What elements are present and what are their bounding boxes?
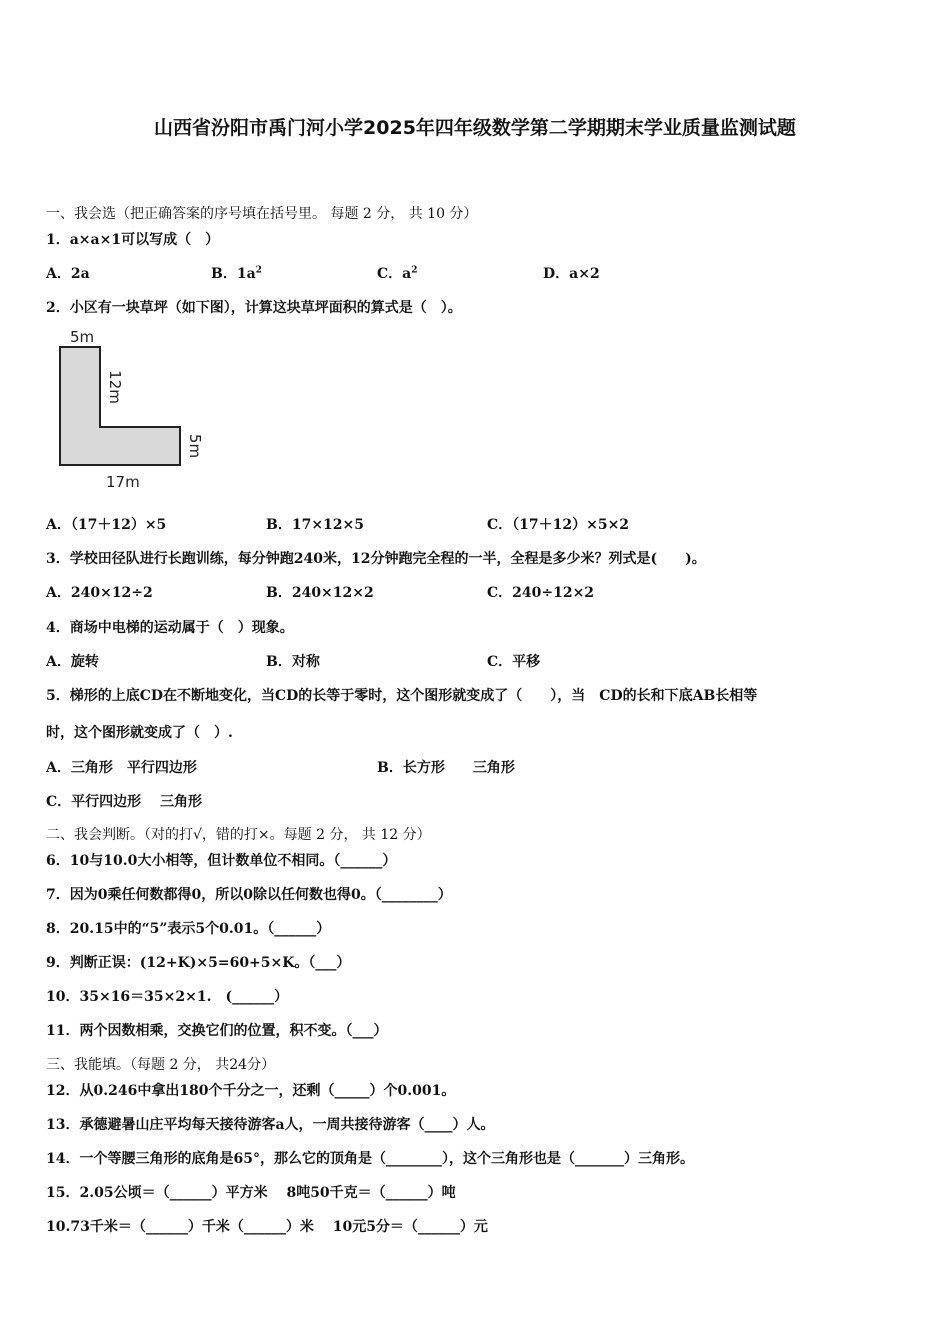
question-7: 7．因为0乘任何数都得0，所以0除以任何数也得0。（________） bbox=[46, 887, 452, 903]
question-10: 10．35×16＝35×2×1. (______） bbox=[46, 989, 289, 1005]
q5-option-c: C．平行四边形 三角形 bbox=[46, 794, 203, 810]
question-1: 1．a×a×1可以写成（ ） bbox=[46, 232, 220, 248]
question-3: 3．学校田径队进行长跑训练，每分钟跑240米，12分钟跑完全程的一半，全程是多少米？列式是( )。 bbox=[46, 551, 706, 567]
q3-option-b: B．240×12×2 bbox=[266, 585, 374, 601]
q1-option-d: D．a×2 bbox=[543, 266, 600, 282]
question-13: 13．承德避暑山庄平均每天接待游客a人，一周共接待游客（____）人。 bbox=[46, 1117, 495, 1133]
section-1-heading: 一、我会选（把正确答案的序号填在括号里。 每题 2 分， 共 10 分） bbox=[46, 206, 478, 222]
q4-option-a: A．旋转 bbox=[46, 654, 99, 670]
question-11: 11．两个因数相乘，交换它们的位置，积不变。（___） bbox=[46, 1023, 388, 1039]
q1-option-a: A．2a bbox=[46, 266, 90, 282]
label-top: 5m bbox=[70, 328, 95, 346]
q4-option-b: B．对称 bbox=[266, 654, 320, 670]
section-2-heading: 二、我会判断。（对的打√，错的打×。每题 2 分， 共 12 分） bbox=[46, 827, 431, 843]
q5-option-b: B．长方形 三角形 bbox=[377, 760, 515, 776]
section-3-heading: 三、我能填。（每题 2 分， 共24分） bbox=[46, 1057, 276, 1073]
label-right: 12m bbox=[106, 370, 124, 404]
q5-option-a: A．三角形 平行四边形 bbox=[46, 760, 197, 776]
question-2: 2．小区有一块草坪（如下图），计算这块草坪面积的算式是（ ）。 bbox=[46, 300, 462, 316]
l-shape-lawn bbox=[60, 347, 180, 465]
label-bottom: 17m bbox=[106, 473, 140, 491]
question-14: 14．一个等腰三角形的底角是65°，那么它的顶角是（________），这个三角形也是（_______）三角形。 bbox=[46, 1151, 694, 1167]
label-step: 5m bbox=[186, 433, 204, 459]
question-4: 4．商场中电梯的运动属于（ ）现象。 bbox=[46, 620, 294, 636]
q3-option-c: C．240÷12×2 bbox=[487, 585, 595, 601]
q2-option-a: A．（17＋12）×5 bbox=[46, 517, 167, 533]
question-6: 6．10与10.0大小相等，但计数单位不相同。（______） bbox=[46, 853, 397, 869]
q1-option-b: B．$1a^2$ bbox=[211, 265, 262, 282]
question-12: 12．从0.246中拿出180个千分之一，还剩（_____）个0.001。 bbox=[46, 1083, 456, 1099]
question-15-line-1: 15．2.05公顷＝（______）平方米 8吨50千克＝（______）吨 bbox=[46, 1185, 456, 1201]
question-8: 8．20.15中的“5”表示5个0.01。（______） bbox=[46, 921, 331, 937]
question-5-line-2: 时，这个图形就变成了（ ）. bbox=[46, 725, 233, 741]
q2-option-b: B．17×12×5 bbox=[266, 517, 364, 533]
q1-option-c: C．$a^2$ bbox=[377, 265, 418, 282]
question-15-line-2: 10.73千米＝（______）千米（______）米 10元5分＝（______）元 bbox=[46, 1219, 488, 1235]
q3-option-a: A．240×12÷2 bbox=[46, 585, 153, 601]
q2-option-c: C．（17＋12）×5×2 bbox=[487, 517, 630, 533]
q4-option-c: C．平移 bbox=[487, 654, 541, 670]
question-5-line-1: 5．梯形的上底CD在不断地变化，当CD的长等于零时，这个图形就变成了（ ），当 CD的长和下底AB长相等 bbox=[46, 688, 758, 704]
page-title: 山西省汾阳市禹门河小学2025年四年级数学第二学期期末学业质量监测试题 bbox=[154, 117, 796, 139]
question-9: 9．判断正误：(12+K)×5=60+5×K。（___） bbox=[46, 955, 351, 971]
lawn-figure bbox=[48, 325, 208, 495]
